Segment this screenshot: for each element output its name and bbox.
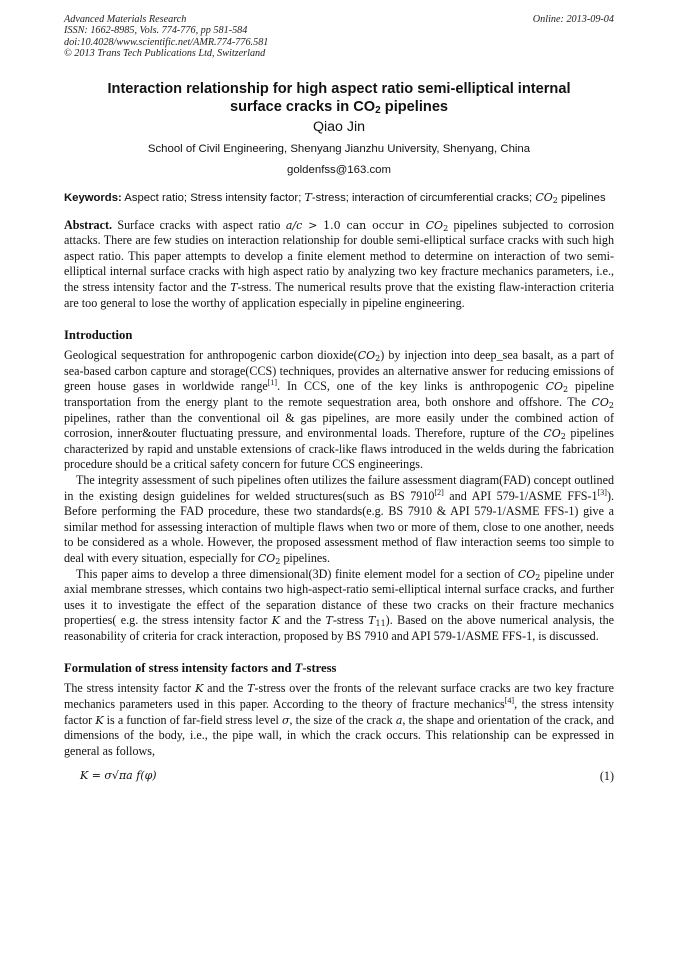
online-date: Online: 2013-09-04 bbox=[532, 14, 614, 25]
heading-text: -stress bbox=[302, 661, 337, 676]
intro-paragraph-3 bbox=[64, 567, 614, 645]
author-email: goldenfss@163.com bbox=[286, 163, 391, 176]
journal-header bbox=[64, 14, 614, 60]
math-K: K bbox=[271, 614, 281, 628]
title-line-1: Interaction relationship for high aspect ratio semi-elliptical internal bbox=[107, 80, 571, 97]
formulation-heading bbox=[64, 660, 614, 676]
doi-line: doi:10.4028/www.scientific.net/AMR.774-776.581 bbox=[64, 36, 269, 48]
author-name: Qiao Jin bbox=[312, 118, 366, 135]
body-text: pipelines, rather than the conventional oil & gas pipelines, are more easily under the combined action of corrosion, inner&outer fluctuating pressure, and environmental loads. Therefore, rupture of the bbox=[64, 410, 614, 441]
math-co2: CO bbox=[517, 567, 536, 581]
abstract-text: Surface cracks with aspect ratio bbox=[112, 217, 286, 232]
body-text: ) by injection into deep_sea basalt, as a part of sea-based carbon capture and storage(CCS) techniques, provides an alternative answer for reducing emissions of green house gases in worldwide range bbox=[64, 348, 614, 394]
math-inequality: > 1.0 can occur in bbox=[302, 218, 426, 232]
keywords-text: Aspect ratio; Stress intensity factor; bbox=[121, 191, 305, 204]
body-text: pipelines. bbox=[280, 550, 331, 565]
abstract bbox=[64, 218, 614, 312]
citation-1: [1] bbox=[267, 378, 278, 388]
body-text: The integrity assessment of such pipelines often utilizes the failure assessment diagram(FAD) concept outlined in the existing design guidelines for welded structures(such as BS 7910 bbox=[64, 472, 614, 503]
body-text: . In CCS, one of the key links is anthropogenic bbox=[277, 379, 546, 394]
body-text: is a function of far-field stress level bbox=[103, 712, 282, 727]
math-co2: CO bbox=[357, 349, 376, 363]
body-text: pipeline transportation from the energy plant to the remote sequestration area, both onshore and offshore. The bbox=[64, 379, 614, 409]
copyright-line: © 2013 Trans Tech Publications Ltd, Switzerland bbox=[64, 48, 266, 60]
math-co2: CO bbox=[545, 380, 564, 394]
math-subscript: 2 bbox=[563, 385, 569, 395]
title-text: surface cracks in CO bbox=[229, 98, 376, 115]
journal-name: Advanced Materials Research bbox=[64, 14, 187, 25]
intro-paragraph-1 bbox=[64, 348, 614, 473]
math-subscript: 2 bbox=[535, 572, 541, 582]
math-subscript: 2 bbox=[275, 556, 281, 566]
body-text: , the size of the crack bbox=[289, 712, 396, 727]
citation-4: [4] bbox=[504, 696, 515, 706]
math-subscript: 11 bbox=[375, 619, 386, 629]
math-subscript: 2 bbox=[375, 354, 381, 364]
math-co2: CO bbox=[591, 395, 609, 409]
math-sigma: σ bbox=[282, 713, 290, 727]
body-text: ). Based on the above numerical analysis, the reasonability of criteria for crack interaction, proposed by BS 7910 and API 579-1/ASME FFS-1, is discussed. bbox=[64, 613, 614, 643]
title-text-end: pipelines bbox=[380, 98, 449, 115]
abstract-label: Abstract. bbox=[64, 217, 113, 232]
math-subscript: 2 bbox=[552, 195, 558, 205]
math-subscript: 2 bbox=[443, 223, 449, 233]
math-subscript: 2 bbox=[560, 432, 566, 442]
affiliation: School of Civil Engineering, Shenyang Jianzhu University, Shenyang, China bbox=[147, 142, 531, 155]
introduction-heading: Introduction bbox=[64, 328, 133, 343]
intro-paragraph-2 bbox=[64, 473, 614, 567]
body-text: This paper aims to develop a three dimensional(3D) finite element model for a section of bbox=[76, 566, 518, 581]
equation-number: (1) bbox=[599, 769, 614, 784]
heading-text: Formulation of stress intensity factors and bbox=[64, 661, 295, 676]
math-co2: CO bbox=[535, 190, 553, 204]
keywords-text: pipelines bbox=[557, 191, 606, 204]
math-T11: T bbox=[368, 614, 376, 628]
body-text: -stress bbox=[332, 613, 369, 628]
body-text: and the bbox=[280, 613, 326, 628]
keywords-label: Keywords: bbox=[64, 191, 122, 204]
body-text: pipelines characterized by rapid and unstable extensions of crack-like flaws introduced in the welds during the fabrication procedure should be a critical safety concern for future CCS engineerings. bbox=[64, 426, 614, 472]
math-aspect-ratio: a/c bbox=[285, 218, 303, 232]
body-text: and API 579-1/ASME FFS-1 bbox=[443, 488, 598, 503]
math-co2: CO bbox=[257, 551, 276, 565]
math-K: K bbox=[195, 682, 204, 696]
body-text: -stress over the fronts of the relevant surface cracks are two key fracture mechanics parameters used in this paper. According to the theory of fracture mechanics bbox=[64, 681, 615, 712]
abstract-text: pipelines subjected to corrosion attacks. There are few studies on interaction relationship for double semi-elliptical surface cracks with such high aspect ratio. This paper attempts to develop a finite element method to determine on interaction of two semi-elliptical internal surface cracks with high aspect ratio by analyzing two key fracture mechanics parameters, i.e., the stress intensity factor and the bbox=[64, 217, 614, 294]
math-co2: CO bbox=[425, 218, 444, 232]
formulation-paragraph-1 bbox=[64, 681, 614, 759]
math-T: T bbox=[325, 614, 333, 628]
body-text: and the bbox=[203, 681, 248, 696]
math-T: T bbox=[304, 190, 312, 204]
issn-line: ISSN: 1662-8985, Vols. 774-776, pp 581-584 bbox=[64, 25, 248, 37]
equation-formula: K = σ√πa f(φ) bbox=[80, 769, 157, 783]
citation-3: [3] bbox=[597, 487, 607, 497]
body-text: Geological sequestration for anthropogenic carbon dioxide( bbox=[64, 348, 358, 363]
math-a: a bbox=[395, 713, 403, 727]
abstract-text: -stress. The numerical results prove that the existing flaw-interaction criteria are too general to lose the worthy of application especially in pipeline engineering. bbox=[64, 280, 614, 310]
body-text: ). Before performing the FAD procedure, these two standards(e.g. BS 7910 & API 579-1/ASME FFS-1) give a similar method for assessing interaction of multiple flaws when two or more of them, close to one another, needs to be considered as a whole. However, the proposed assessment method of flaw interaction seems too simple to deal with every situation, especially for bbox=[64, 488, 614, 565]
math-T: T bbox=[230, 281, 238, 294]
citation-2: [2] bbox=[434, 487, 444, 497]
body-text: pipeline under axial membrane stresses, which contains two high-aspect-ratio semi-elliptical internal surface cracks, and further uses it to investigate the effect of the separation distance of these two cracks on their fracture mechanics properties( e.g. the stress intensity factor bbox=[64, 566, 614, 628]
body-text: , the stress intensity factor bbox=[64, 697, 614, 727]
math-subscript: 2 bbox=[608, 400, 614, 410]
keywords-text: -stress; interaction of circumferential cracks; bbox=[311, 191, 536, 204]
body-text: The stress intensity factor bbox=[64, 681, 196, 696]
math-co2: CO bbox=[543, 427, 561, 441]
math-K: K bbox=[95, 713, 104, 727]
title-line-2 bbox=[64, 98, 614, 116]
heading-math-T: T bbox=[294, 661, 303, 676]
body-text: , the shape and orientation of the crack, and dimensions of the body, i.e., the pipe wall, in which the crack occurs. This relationship can be expressed in general as follows, bbox=[64, 712, 614, 758]
keywords bbox=[64, 190, 614, 206]
paper-title bbox=[64, 80, 614, 116]
title-subscript: 2 bbox=[375, 104, 381, 116]
math-T: T bbox=[247, 682, 255, 696]
equation-1 bbox=[64, 769, 614, 787]
